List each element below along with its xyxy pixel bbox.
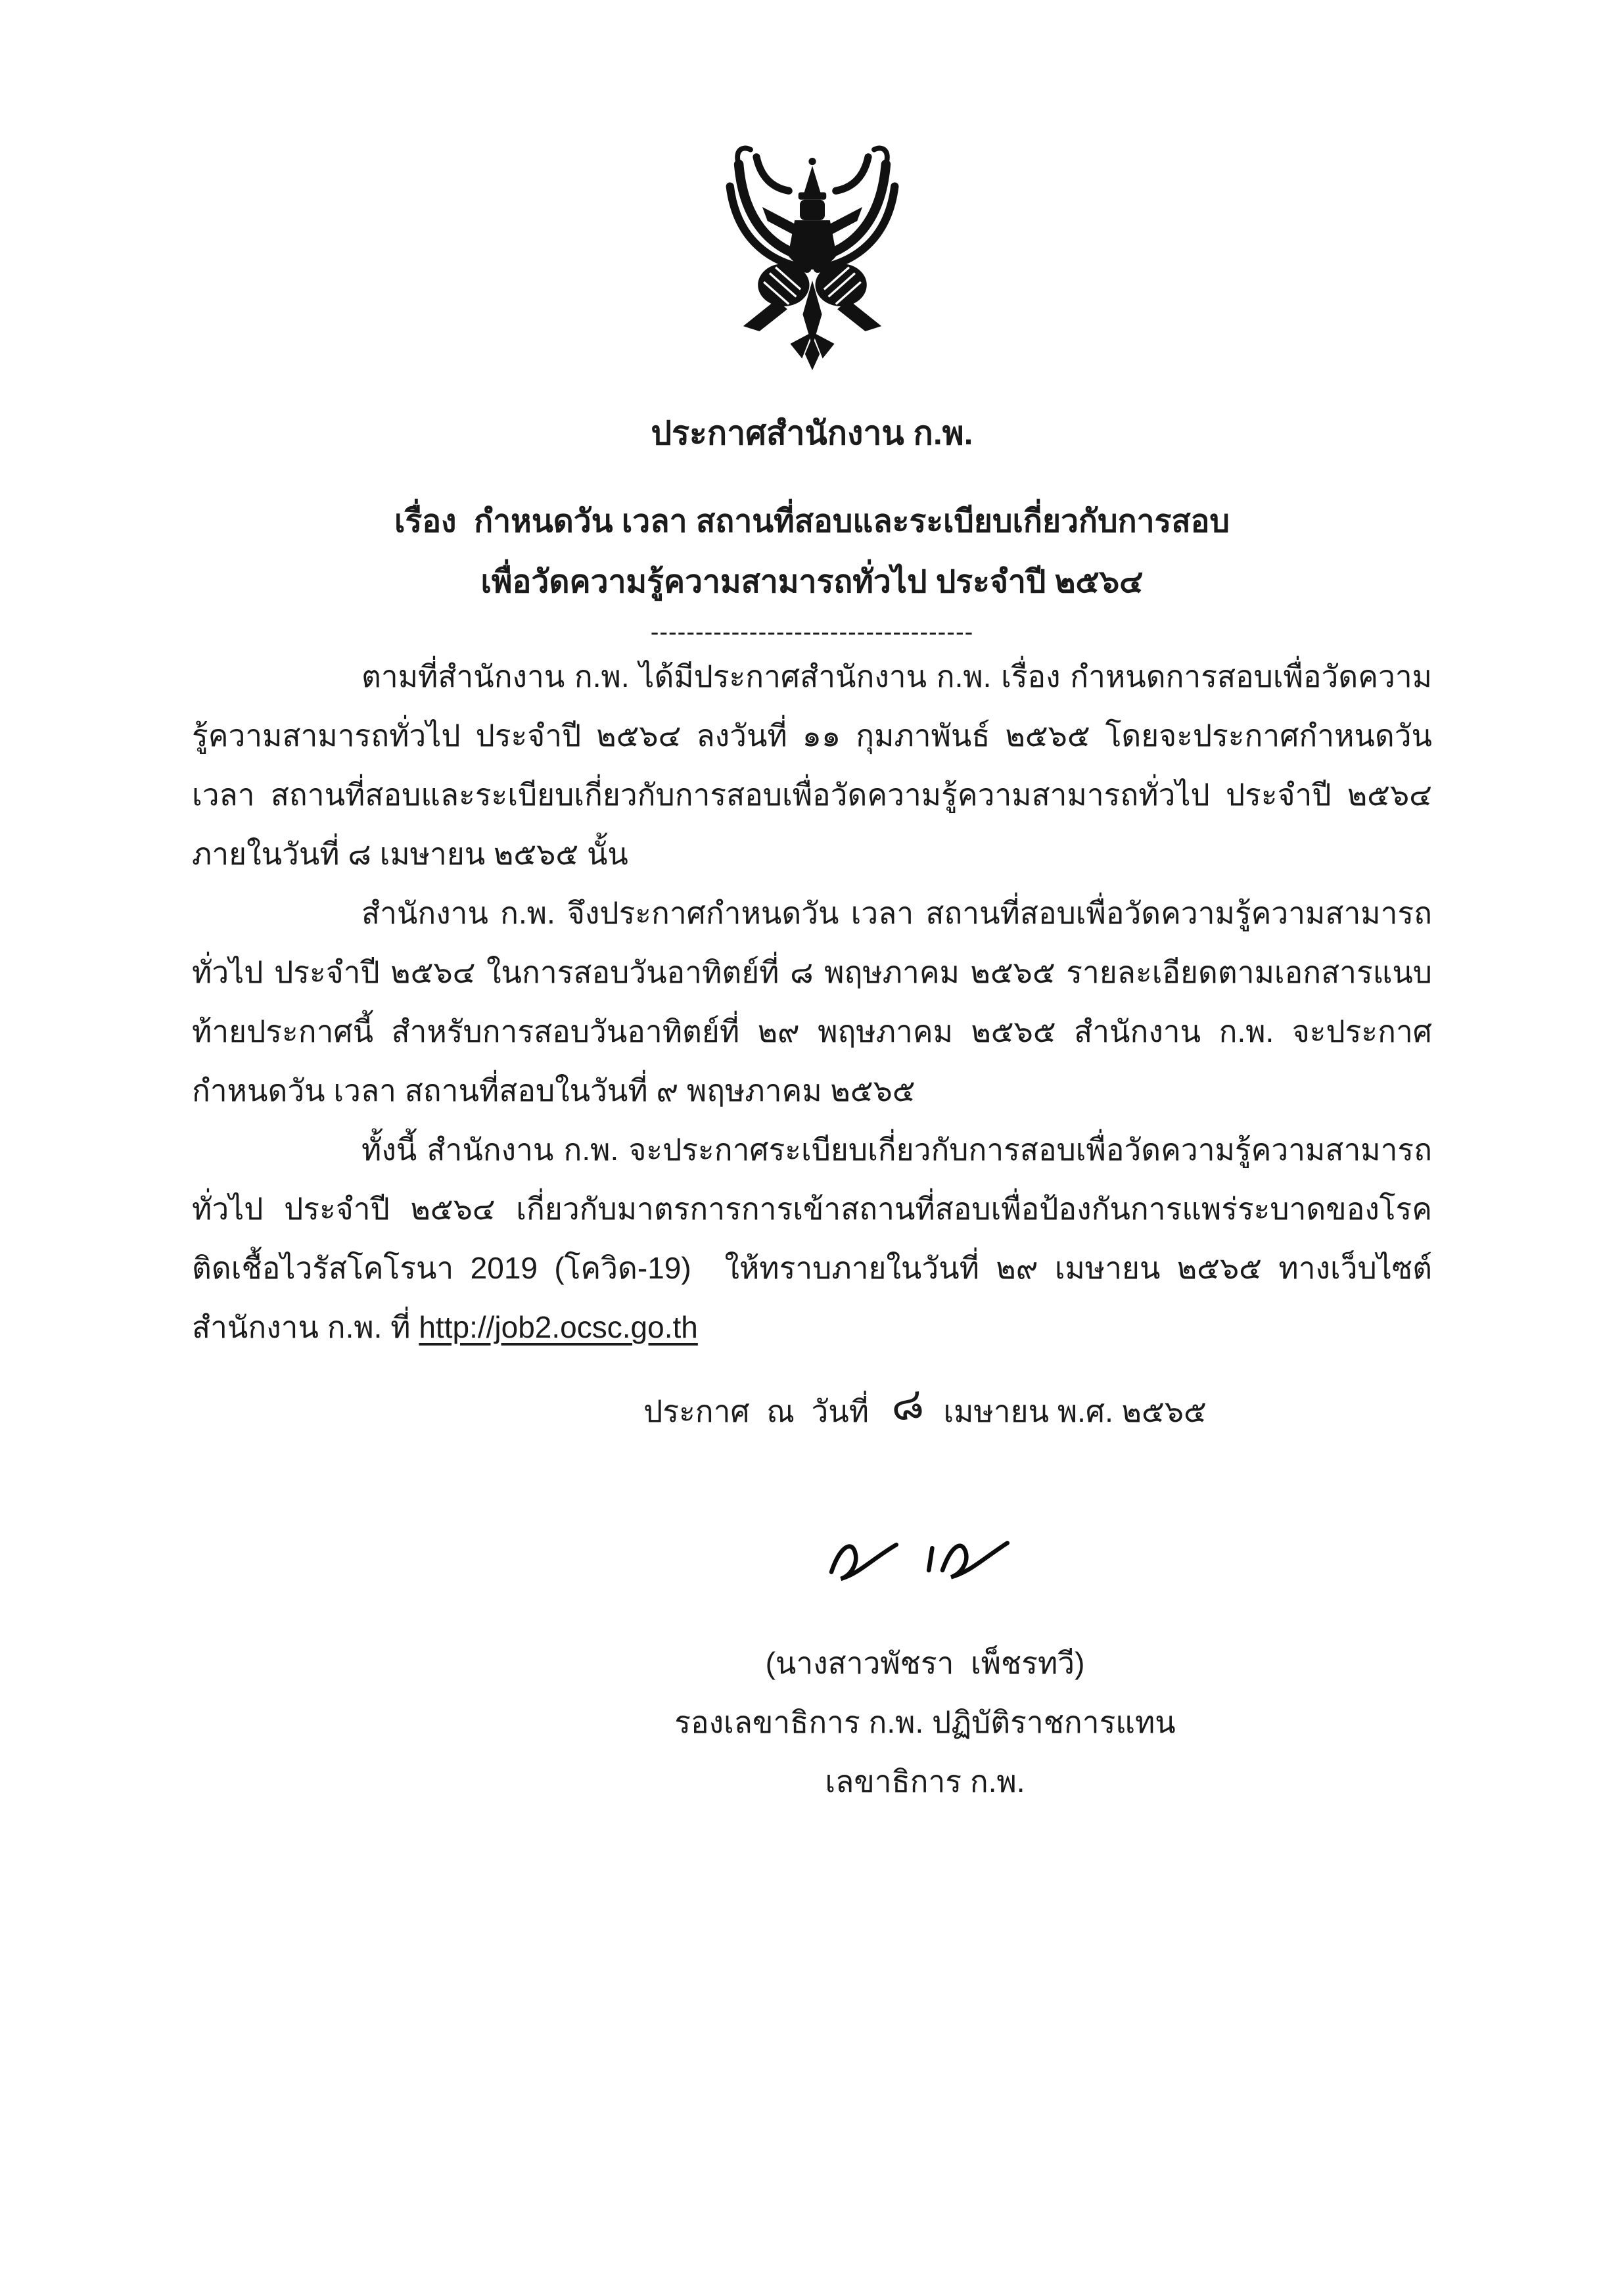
body-content — [0, 647, 1624, 1357]
signatory-name: (นางสาวพัชรา เพ็ชรทวี) — [765, 1646, 1085, 1680]
subject-line-1: เรื่อง กำหนดวัน เวลา สถานที่สอบและระเบียบเกี่ยวกับการสอบ — [394, 504, 1230, 539]
paragraph-3-text: ทั้งนี้ สำนักงาน ก.พ. จะประกาศระเบียบเกี่ยวกับการสอบเพื่อวัดความรู้ความสามารถทั่วไป ประจำปี ๒๕๖๔ เกี่ยวกับมาตรการการเข้าสถานที่สอบเพื่อป้องกันการแพร่ระบาดของโรคติดเชื้อไวรัสโคโรนา 2019 (โควิด-19) ให้ทราบภายในวันที่ ๒๙ เมษายน ๒๕๖๕ ทางเว็บไซต์สำนักงาน ก.พ. ที่ — [192, 1133, 1432, 1344]
handwritten-day: ๘ — [887, 1378, 927, 1431]
paragraph-3 — [192, 1120, 1432, 1357]
signatory-position-line-2: เลขาธิการ ก.พ. — [825, 1764, 1025, 1798]
subject-line-2: เพื่อวัดความรู้ความสามารถทั่วไป ประจำปี ๒๕๖๔ — [480, 565, 1144, 599]
subject-block — [0, 492, 1624, 613]
dashed-divider: ------------------------------------ — [650, 619, 974, 646]
paragraph-2: สำนักงาน ก.พ. จึงประกาศกำหนดวัน เวลา สถานที่สอบเพื่อวัดความรู้ความสามารถทั่วไป ประจำปี ๒๕๖๔ ในการสอบวันอาทิตย์ที่ ๘ พฤษภาคม ๒๕๖๕ รายละเอียดตามเอกสารแนบท้ายประกาศนี้ สำหรับการสอบวันอาทิตย์ที่ ๒๙ พฤษภาคม ๒๕๖๕ สำนักงาน ก.พ. จะประกาศกำหนดวัน เวลา สถานที่สอบในวันที่ ๙ พฤษภาคม ๒๕๖๕ — [192, 896, 1432, 1108]
emblem-container — [0, 0, 1624, 375]
ocsc-website-link[interactable]: http://job2.ocsc.go.th — [419, 1310, 698, 1344]
signatory-position-line-1: รองเลขาธิการ ก.พ. ปฏิบัติราชการแทน — [674, 1705, 1176, 1739]
handwritten-signature-icon — [814, 1528, 1037, 1596]
announcement-dateline — [113, 1378, 1624, 1441]
dateline-prefix: ประกาศ ณ วันที่ — [643, 1394, 870, 1428]
announcement-agency-title: ประกาศสำนักงาน ก.พ. — [651, 415, 973, 452]
paragraph-1: ตามที่สำนักงาน ก.พ. ได้มีประกาศสำนักงาน ก.พ. เรื่อง กำหนดการสอบเพื่อวัดความรู้ความสามารถทั่วไป ประจำปี ๒๕๖๔ ลงวันที่ ๑๑ กุมภาพันธ์ ๒๕๖๕ โดยจะประกาศกำหนดวัน เวลา สถานที่สอบและระเบียบเกี่ยวกับการสอบเพื่อวัดความรู้ความสามารถทั่วไป ประจำปี ๒๕๖๔ ภายในวันที่ ๘ เมษายน ๒๕๖๕ นั้น — [192, 659, 1432, 871]
signature-block — [603, 1528, 1247, 1798]
dateline-suffix: เมษายน พ.ศ. ๒๕๖๕ — [943, 1394, 1207, 1428]
garuda-emblem-icon — [702, 139, 923, 375]
